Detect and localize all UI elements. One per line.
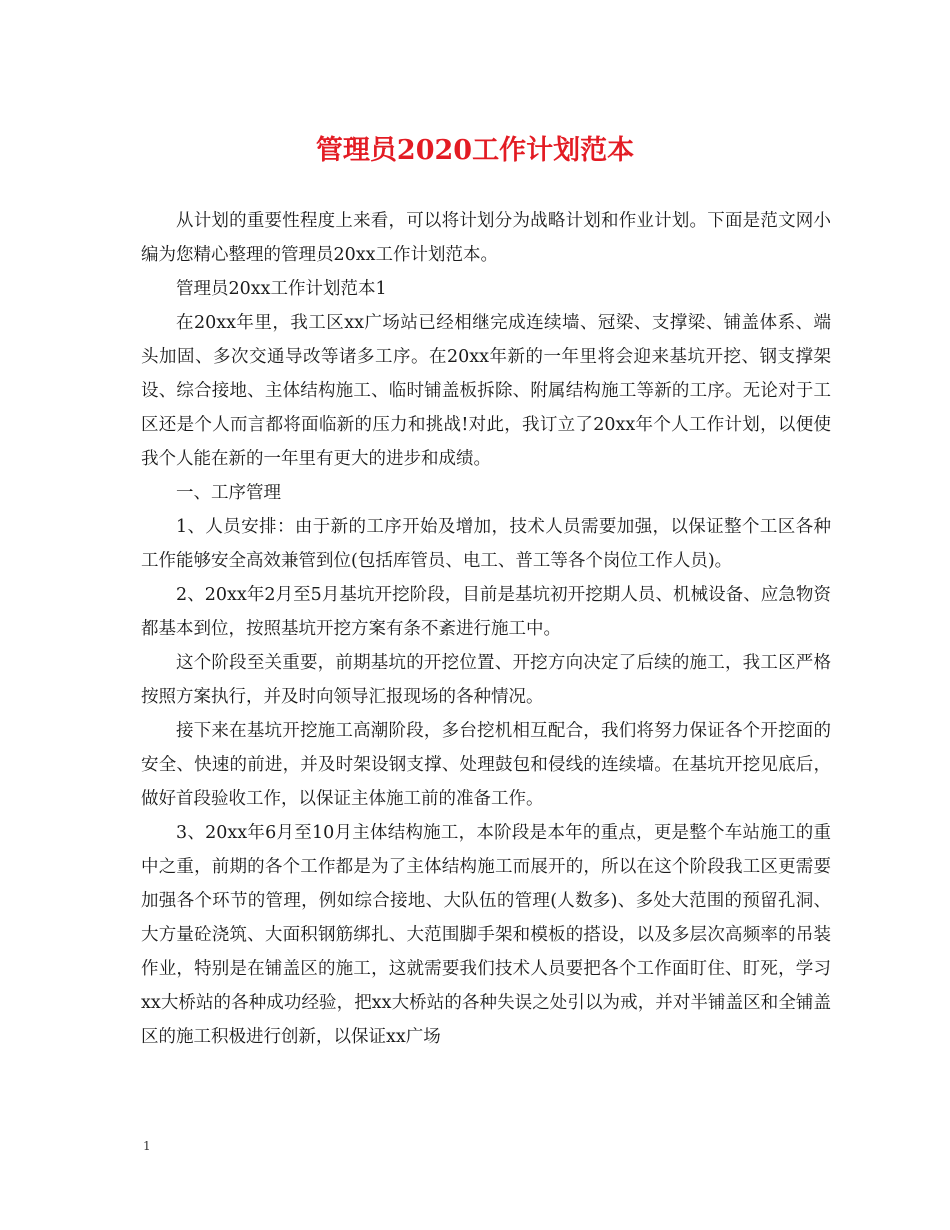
paragraph: 这个阶段至关重要，前期基坑的开挖位置、开挖方向决定了后续的施工，我工区严格按照方案执行，并及时向领导汇报现场的各种情况。 — [141, 653, 831, 707]
document-title: 管理员2020工作计划范本 — [315, 135, 635, 166]
paragraph: 1、人员安排：由于新的工序开始及增加，技术人员需要加强，以保证整个工区各种工作能够安全高效兼管到位(包括库管员、电工、普工等各个岗位工作人员)。 — [141, 517, 831, 571]
section-heading: 一、工序管理 — [176, 483, 281, 503]
paragraph: 3、20xx年6月至10月主体结构施工，本阶段是本年的重点，更是整个车站施工的重中之重，前期的各个工作都是为了主体结构施工而展开的，所以在这个阶段我工区更需要加强各个环节的管理，例如综合接地、大队伍的管理(人数多)、多处大范围的预留孔洞、大方量砼浇筑、大面积钢筋绑扎、大范围脚手架和模板的搭设，以及多层次高频率的吊装作业，特别是在铺盖区的施工，这就需要我们技术人员要把各个工作面盯住、盯死，学习xx大桥站的各种成功经验，把xx大桥站的各种失误之处引以为戒，并对半铺盖区和全铺盖区的施工积极进行创新，以保证xx广场 — [141, 823, 831, 1047]
paragraph: 管理员20xx工作计划范本1 — [176, 279, 387, 299]
paragraph: 接下来在基坑开挖施工高潮阶段，多台挖机相互配合，我们将努力保证各个开挖面的安全、快速的前进，并及时架设钢支撑、处理鼓包和侵线的连续墙。在基坑开挖见底后，做好首段验收工作，以保证主体施工前的准备工作。 — [141, 721, 831, 809]
paragraph: 在20xx年里，我工区xx广场站已经相继完成连续墙、冠梁、支撑梁、铺盖体系、端头加固、多次交通导改等诸多工序。在20xx年新的一年里将会迎来基坑开挖、钢支撑架设、综合接地、主体结构施工、临时铺盖板拆除、附属结构施工等新的工序。无论对于工区还是个人而言都将面临新的压力和挑战!对此，我订立了20xx年个人工作计划，以便使我个人能在新的一年里有更大的进步和成绩。 — [141, 313, 831, 469]
page-number: 1 — [143, 1139, 151, 1153]
paragraph: 2、20xx年2月至5月基坑开挖阶段，目前是基坑初开挖期人员、机械设备、应急物资都基本到位，按照基坑开挖方案有条不紊进行施工中。 — [141, 585, 831, 639]
document-body — [141, 204, 831, 1054]
paragraph: 从计划的重要性程度上来看，可以将计划分为战略计划和作业计划。下面是范文网小编为您精心整理的管理员20xx工作计划范本。 — [141, 211, 831, 265]
